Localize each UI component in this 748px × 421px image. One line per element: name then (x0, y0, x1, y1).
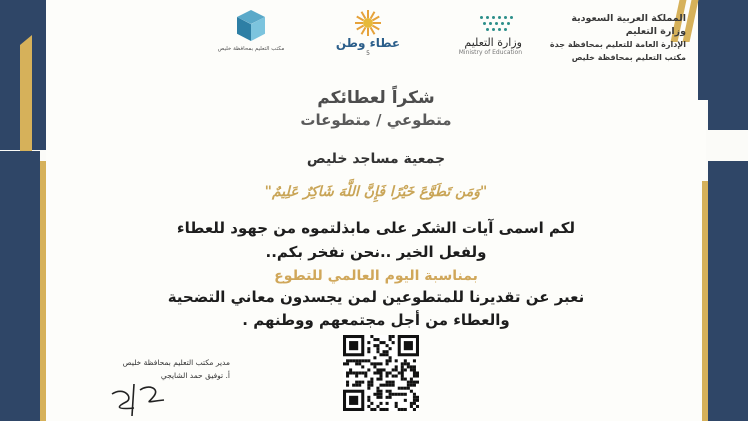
kingdom-label: المملكة العربية السعودية (571, 13, 686, 24)
office-logo-caption: مكتب التعليم بمحافظة خليص (217, 46, 285, 52)
office-label: مكتب التعليم بمحافظة خليص (571, 53, 686, 62)
ataa-name: عطاء وطن (335, 36, 401, 50)
signatory-name: أ. توفيق حمد الشايجي (160, 371, 230, 380)
moe-dots-icon (478, 14, 516, 32)
qr-code-graphic (343, 335, 419, 411)
cube-icon (234, 10, 268, 44)
directorate-label: الإدارة العامة للتعليم بمحافظة جدة (549, 40, 686, 49)
education-office-logo (215, 10, 287, 52)
signature-block (100, 358, 230, 380)
ministry-label: وزارة التعليم (625, 26, 686, 37)
appreciation-line-3: نعبر عن تقديرنا للمتطوعين لمن يجسدون معاني التضحية (167, 288, 585, 306)
ministry-of-education-logo (432, 14, 522, 56)
gold-stripe-top-left (20, 35, 32, 165)
ministry-header (536, 12, 686, 64)
corner-decoration-bottom-left (0, 151, 40, 421)
handwritten-signature (104, 380, 174, 418)
recipient-role: متطوعي / متطوعات (300, 111, 452, 129)
sun-icon (355, 10, 381, 36)
navy-stripe-top-right (698, 0, 708, 100)
ataa-number: 5 (366, 50, 370, 57)
occasion-line: بمناسبة اليوم العالمي للتطوع (274, 268, 478, 284)
thanks-title: شكراً لعطائكم (317, 88, 435, 108)
appreciation-line-4: والعطاء من أجل مجتمعهم ووطنهم . (242, 311, 510, 329)
ataa-watan-logo (328, 10, 408, 57)
moe-english-name: Ministry of Education (458, 49, 522, 56)
organization-name: جمعية مساجد خليص (306, 151, 446, 167)
qr-code[interactable] (343, 335, 419, 411)
moe-name: وزارة التعليم (464, 36, 522, 49)
corner-decoration-top-right (708, 0, 748, 130)
appreciation-line-2: ولفعل الخير ..نحن نفخر بكم.. (265, 243, 487, 261)
quran-verse: "وَمَن تَطَوَّعَ خَيْرًا فَإِنَّ اللَّهَ شَاكِرٌ عَلِيمٌ" (264, 184, 488, 200)
appreciation-line-1: لكم اسمى آيات الشكر على مابذلتموه من جهود للعطاء (176, 219, 576, 237)
signatory-title: مدير مكتب التعليم بمحافظة خليص (122, 358, 230, 367)
corner-decoration-bottom-right (708, 161, 748, 421)
